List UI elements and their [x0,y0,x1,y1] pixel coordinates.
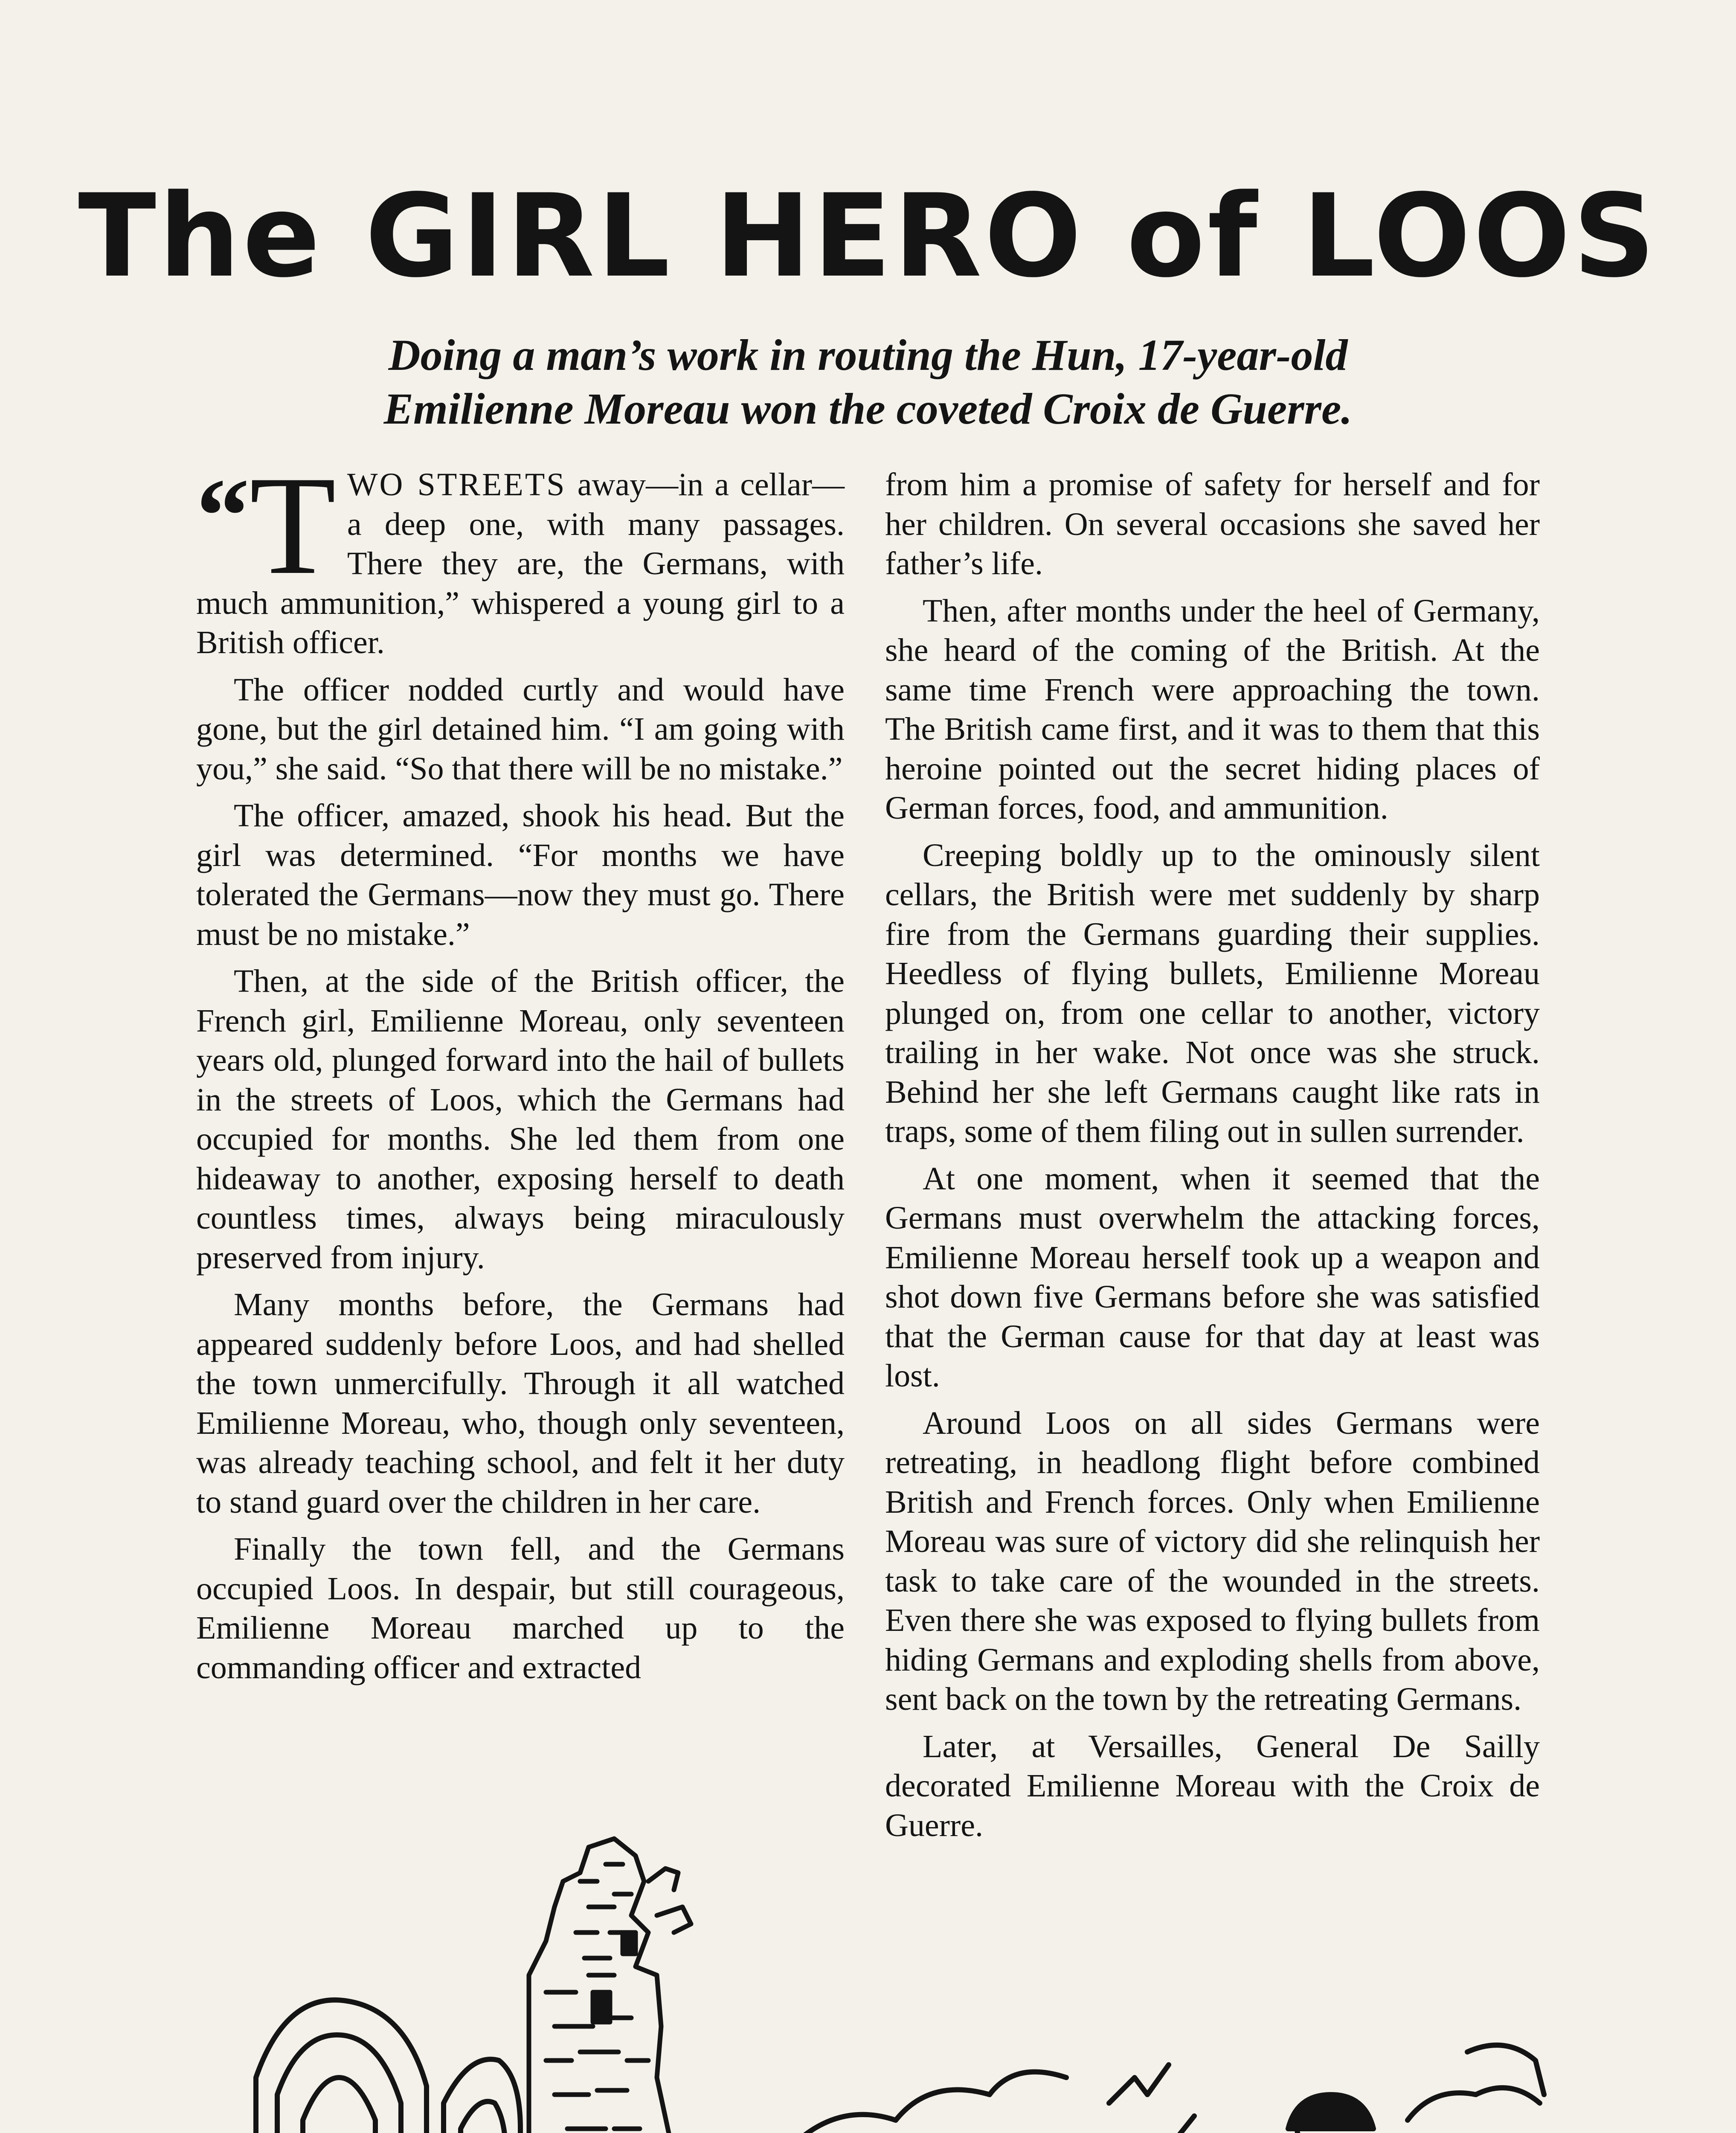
paragraph: Finally the town fell, and the Germans occupied Loos. In despair, but still courageous, Emilienne Moreau marched up to the commanding officer and extracted [196,1531,845,1685]
ruined-tower-drawing [529,1839,691,2133]
soldiers-drawing [955,2045,1553,2133]
paragraph: Around Loos on all sides Germans were retreating, in headlong flight before combined British and French forces. Only when Emilienne Moreau was sure of victory did she relinquish her task to take care of the wounded in the streets. Even there she was exposed to flying bullets from hiding Germans and exploding shells from above, sent back on the town by the retreating Germans. [885,1405,1540,1717]
subtitle-line-1: Doing a man’s work in routing the Hun, 17-year-old [388,331,1348,380]
right-column [885,465,1540,1845]
paragraph: Then, after months under the heel of Germany, she heard of the coming of the British. At the same time French were approaching the town. The British came first, and it was to them that this heroine pointed out the secret hiding places of German forces, food, and ammunition. [885,593,1540,826]
paragraph: Later, at Versailles, General De Sailly decorated Emilienne Moreau with the Croix de Guerre. [885,1728,1540,1843]
left-column [196,447,845,1687]
opening-text: away—in a cellar—a deep one, with many passages. There they are, the Germans, with much ammunition,” whispered a young girl to a British officer. [196,467,845,660]
article-subtitle [171,328,1565,436]
paragraph: The officer nodded curtly and would have gone, but the girl detained him. “I am going with you,” she said. “So that there will be no mistake.” [196,671,845,787]
lead-smallcaps: WO STREETS [347,467,566,503]
subtitle-line-2: Emilienne Moreau won the coveted Croix de Guerre. [383,384,1353,433]
ruins-battle-illustration [205,1753,1553,2133]
gothic-arch-drawing [256,2000,520,2133]
continued-paragraph: from him a promise of safety for herself and for her children. On several occasions she saved her father’s life. [885,467,1540,581]
paragraph: At one moment, when it seemed that the Germans must overwhelm the attacking forces, Emilienne Moreau herself took up a weapon and shot down five Germans before she was satisfied that the German cause for that day at least was lost. [885,1160,1540,1394]
paragraph: Many months before, the Germans had appeared suddenly before Loos, and had shelled the town unmercifully. Through it all watched Emilienne Moreau, who, though only seventeen, was already teaching school, and felt it her duty to stand guard over the children in her care. [196,1287,845,1520]
paragraph: The officer, amazed, shook his head. But the girl was determined. “For months we have tolerated the Germans—now they must go. There must be no mistake.” [196,798,845,952]
drop-cap: T [250,447,336,604]
opening-paragraph [196,447,845,663]
paragraph: Creeping boldly up to the ominously silent cellars, the British were met suddenly by sharp fire from the Germans guarding their supplies. Heedless of flying bullets, Emilienne Moreau plunged on, from one cellar to another, victory trailing in her wake. Not once was she struck. Behind her she left Germans caught like rats in traps, some of them filing out in sullen surrender. [885,837,1540,1149]
article-title: The GIRL HERO of LOOS [78,170,1658,303]
drop-quote-mark: “ [196,457,250,575]
paragraph: Then, at the side of the British officer, the French girl, Emilienne Moreau, only seventeen years old, plunged forward into the hail of bullets in the streets of Loos, which the Germans had occupied for months. She led them from one hideaway to another, exposing herself to death countless times, always being miraculously preserved from injury. [196,963,845,1276]
